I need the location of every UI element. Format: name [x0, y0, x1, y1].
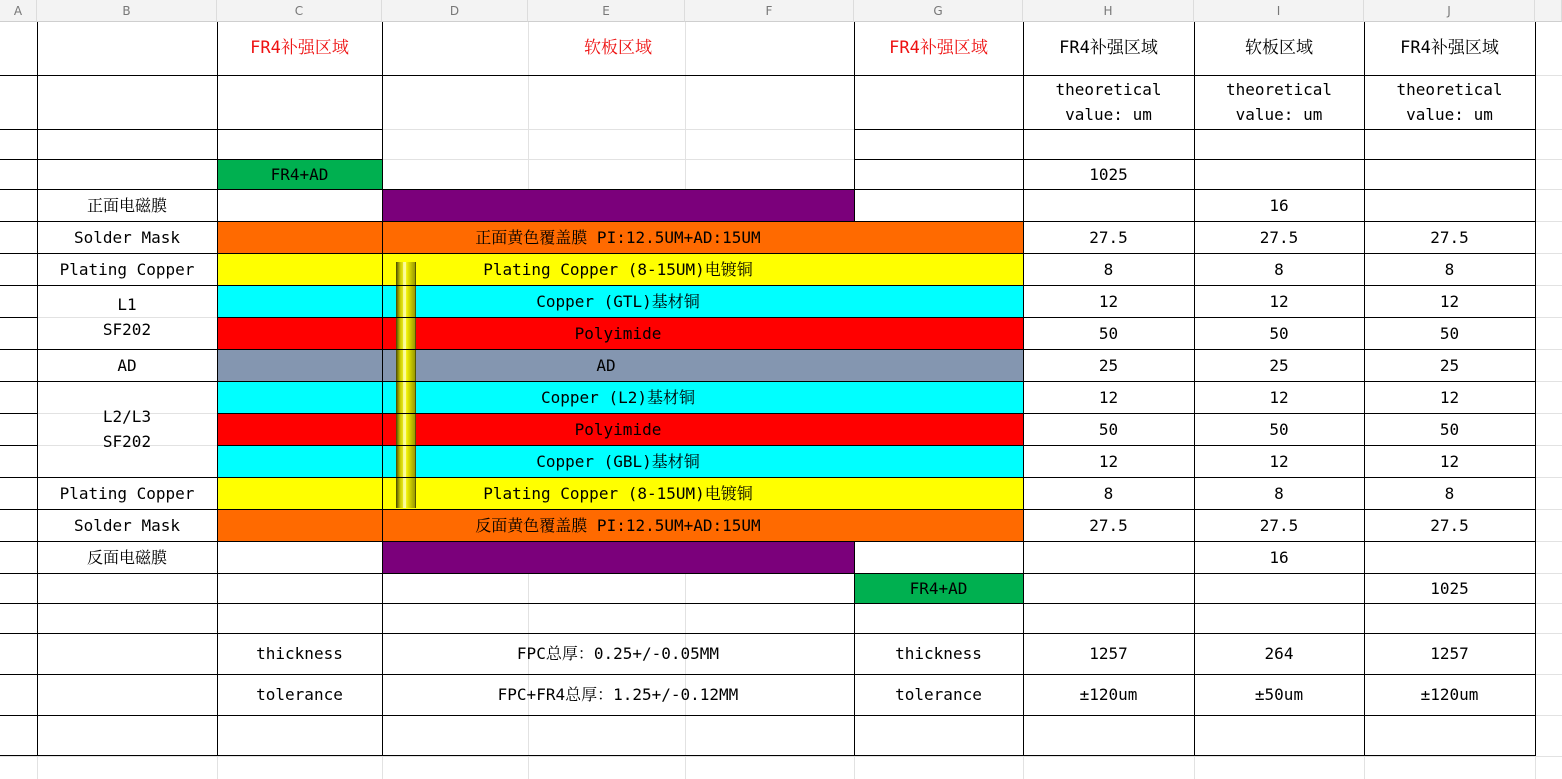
border-h	[0, 445, 38, 446]
header-g[interactable]: FR4补强区域	[889, 38, 988, 58]
column-header-g[interactable]: G	[854, 0, 1023, 22]
copper-gbl-value-j[interactable]: 12	[1439, 451, 1460, 471]
copper-gbl-value-h[interactable]: 12	[1098, 451, 1119, 471]
solder-mask-2-value-i[interactable]: 27.5	[1259, 515, 1299, 535]
border-h	[0, 715, 1536, 716]
copper-gtl-desc[interactable]: Copper (GTL)基材铜	[536, 291, 700, 311]
emi-front-label[interactable]: 正面电磁膜	[86, 195, 167, 215]
solder-mask-2-value-j[interactable]: 27.5	[1430, 515, 1469, 535]
thickness-label-g[interactable]: thickness	[895, 644, 982, 663]
border-h	[0, 129, 383, 130]
border-h	[0, 317, 38, 318]
border-h	[382, 573, 855, 574]
border-h	[0, 755, 1536, 756]
emi-back-label[interactable]: 反面电磁膜	[86, 547, 167, 567]
solder-mask-value-j[interactable]: 27.5	[1430, 227, 1469, 247]
copper-gbl-value-i[interactable]: 12	[1269, 451, 1289, 471]
polyimide-1-value-h[interactable]: 50	[1098, 323, 1119, 343]
plating-copper-label[interactable]: Plating Copper	[59, 259, 195, 279]
border-h	[0, 573, 383, 574]
tolerance-value-h[interactable]: ±120um	[1079, 685, 1138, 704]
plating-copper-2-value-j[interactable]: 8	[1444, 483, 1455, 503]
plating-copper-2-value-i[interactable]: 8	[1274, 483, 1284, 503]
column-header-e[interactable]: E	[528, 0, 685, 22]
ad-value-h[interactable]: 25	[1098, 355, 1119, 375]
column-header-i[interactable]: I	[1194, 0, 1364, 22]
header-i[interactable]: 软板区域	[1245, 38, 1313, 58]
header-h[interactable]: FR4补强区域	[1059, 38, 1158, 58]
column-header-blank	[1535, 0, 1562, 22]
plating-copper-2-value-h[interactable]: 8	[1103, 483, 1114, 503]
emi-front-fill	[382, 189, 854, 221]
ad-desc[interactable]: AD	[596, 355, 616, 375]
border-v	[1535, 22, 1536, 756]
header-c[interactable]: FR4补强区域	[250, 38, 349, 58]
polyimide-2-value-j[interactable]: 50	[1439, 419, 1460, 439]
gridline-h	[0, 756, 1562, 757]
tolerance-label-g[interactable]: tolerance	[895, 685, 982, 704]
plating-copper-desc[interactable]: Plating Copper (8-15UM)电镀铜	[483, 259, 753, 279]
border-h	[382, 603, 855, 604]
border-h	[854, 603, 1536, 604]
l1-label[interactable]: L1 SF202	[102, 295, 152, 339]
copper-gbl-desc[interactable]: Copper (GBL)基材铜	[536, 451, 700, 471]
copper-l2-value-h[interactable]: 12	[1098, 387, 1119, 407]
solder-mask-label[interactable]: Solder Mask	[74, 227, 180, 247]
ad-label[interactable]: AD	[117, 355, 137, 375]
tolerance-value-j[interactable]: ±120um	[1420, 685, 1479, 704]
thickness-value-j[interactable]: 1257	[1430, 644, 1469, 663]
plating-copper-value-j[interactable]: 8	[1444, 259, 1455, 279]
header-def[interactable]: 软板区域	[584, 38, 652, 58]
fr4-bottom-value-j[interactable]: 1025	[1430, 578, 1469, 598]
ad-value-j[interactable]: 25	[1439, 355, 1460, 375]
polyimide-1-value-j[interactable]: 50	[1439, 323, 1460, 343]
ad-value-i[interactable]: 25	[1269, 355, 1289, 375]
polyimide-1-desc[interactable]: Polyimide	[574, 323, 662, 343]
theoretical-h[interactable]: theoretical value: um	[1055, 80, 1162, 124]
theoretical-j[interactable]: theoretical value: um	[1396, 80, 1503, 124]
solder-mask-2-value-h[interactable]: 27.5	[1089, 515, 1128, 535]
column-header-j[interactable]: J	[1364, 0, 1535, 22]
solder-mask-value-i[interactable]: 27.5	[1259, 227, 1299, 247]
fr4-bottom-label[interactable]: FR4+AD	[909, 578, 968, 598]
copper-l2-desc[interactable]: Copper (L2)基材铜	[541, 387, 695, 407]
polyimide-2-desc[interactable]: Polyimide	[574, 419, 662, 439]
copper-l2-value-j[interactable]: 12	[1439, 387, 1460, 407]
thickness-value-h[interactable]: 1257	[1089, 644, 1128, 663]
solder-mask-2-label[interactable]: Solder Mask	[74, 515, 180, 535]
border-h	[0, 413, 38, 414]
column-header-h[interactable]: H	[1023, 0, 1194, 22]
emi-front-value-i[interactable]: 16	[1269, 195, 1289, 215]
fpc-total-thickness[interactable]: FPC总厚：0.25+/-0.05MM	[516, 644, 720, 663]
plating-copper-value-h[interactable]: 8	[1103, 259, 1114, 279]
thickness-label-c[interactable]: thickness	[256, 644, 343, 663]
polyimide-2-value-i[interactable]: 50	[1269, 419, 1289, 439]
copper-gtl-value-i[interactable]: 12	[1269, 291, 1289, 311]
l2l3-label[interactable]: L2/L3 SF202	[102, 407, 152, 451]
column-header-c[interactable]: C	[217, 0, 382, 22]
fpc-fr4-total-thickness[interactable]: FPC+FR4总厚：1.25+/-0.12MM	[497, 685, 739, 704]
column-header-f[interactable]: F	[685, 0, 854, 22]
plating-copper-2-label[interactable]: Plating Copper	[59, 483, 195, 503]
copper-gtl-value-h[interactable]: 12	[1098, 291, 1119, 311]
plating-copper-value-i[interactable]: 8	[1274, 259, 1284, 279]
copper-gtl-value-j[interactable]: 12	[1439, 291, 1460, 311]
copper-l2-value-i[interactable]: 12	[1269, 387, 1289, 407]
polyimide-2-value-h[interactable]: 50	[1098, 419, 1119, 439]
polyimide-1-value-i[interactable]: 50	[1269, 323, 1289, 343]
emi-back-value-i[interactable]: 16	[1269, 547, 1289, 567]
border-h	[854, 129, 1536, 130]
tolerance-value-i[interactable]: ±50um	[1254, 685, 1304, 704]
header-j[interactable]: FR4补强区域	[1400, 38, 1499, 58]
column-header-b[interactable]: B	[37, 0, 217, 22]
solder-mask-value-h[interactable]: 27.5	[1089, 227, 1128, 247]
emi-back-fill	[382, 541, 854, 573]
fr4-top-value-h[interactable]: 1025	[1089, 164, 1128, 184]
plating-copper-2-desc[interactable]: Plating Copper (8-15UM)电镀铜	[483, 483, 753, 503]
fr4-top-label[interactable]: FR4+AD	[270, 164, 329, 184]
column-header-a[interactable]: A	[0, 0, 37, 22]
column-header-d[interactable]: D	[382, 0, 528, 22]
front-coverlay-desc[interactable]: 正面黄色覆盖膜 PI:12.5UM+AD:15UM	[475, 227, 761, 247]
back-coverlay-desc[interactable]: 反面黄色覆盖膜 PI:12.5UM+AD:15UM	[475, 515, 761, 535]
border-h	[854, 159, 1536, 160]
border-h	[382, 189, 855, 190]
border-h	[0, 603, 383, 604]
thickness-value-i[interactable]: 264	[1264, 644, 1294, 663]
tolerance-label-c[interactable]: tolerance	[256, 685, 343, 704]
theoretical-i[interactable]: theoretical value: um	[1226, 80, 1332, 124]
